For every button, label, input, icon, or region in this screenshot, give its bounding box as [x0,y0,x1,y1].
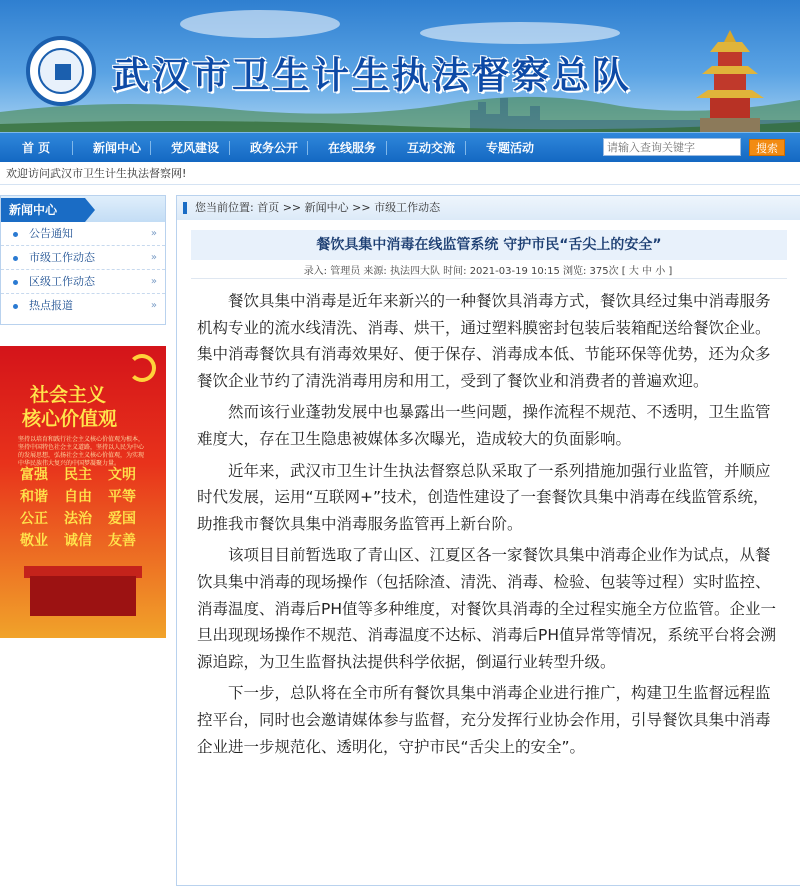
nav-item-online-service[interactable]: 在线服务 [328,141,377,155]
poster-value: 文明 [108,467,136,483]
poster-value: 敬业 [20,533,48,549]
nav-item-special-events[interactable]: 专题活动 [486,141,535,155]
breadcrumb-link-news[interactable]: 新闻中心 [304,201,349,214]
yellow-crane-tower-icon [690,30,770,132]
nav-divider [465,141,466,155]
poster-value: 友善 [108,533,136,549]
cloud-decoration [420,22,620,44]
sidebar-item-label: 公告通知 [29,227,73,240]
chevron-right-icon: » [150,252,157,263]
tiananmen-icon [30,576,136,616]
cloud-decoration [180,10,340,38]
poster-value: 法治 [64,511,92,527]
chevron-right-icon: » [150,300,157,311]
bullet-icon [13,232,18,237]
bullet-icon [13,304,18,309]
sidebar-item-label: 区级工作动态 [29,275,95,288]
nav-divider [150,141,151,155]
nav-item-interaction[interactable]: 互动交流 [407,141,456,155]
breadcrumb-separator: >> [352,201,371,214]
sidebar-item-district-news[interactable] [1,270,165,294]
nav-divider [307,141,308,155]
party-emblem-icon [128,354,156,382]
bullet-icon [13,280,18,285]
article-body [197,288,781,765]
header-banner [0,0,800,132]
poster-value: 自由 [64,489,92,505]
sidebar-header [1,196,165,222]
breadcrumb-marker-icon [183,202,187,214]
breadcrumb-prefix: 您当前位置: [195,201,254,214]
article-paragraph: 餐饮具集中消毒是近年来新兴的一种餐饮具消毒方式，餐饮具经过集中消毒服务机构专业的流水线清洗、消毒、烘干，通过塑料膜密封包装后装箱配送给餐饮企业。集中消毒餐饮具有消毒效果好、便于保存、消毒成本低、节能环保等优势，还为众多餐饮企业节约了清洗消毒用房和用工，受到了餐饮业和消费者的普遍欢迎。 [197,292,771,390]
poster-value: 和谐 [20,489,48,505]
article-paragraph: 近年来，武汉市卫生计生执法督察总队采取了一系列措施加强行业监管，并顺应时代发展，运用“互联网+”技术，创造性建设了一套餐饮具集中消毒在线监管系统，助推我市餐饮具集中消毒服务监管再上新台阶。 [197,461,771,533]
bullet-icon [13,256,18,261]
poster-fine-print: 坚持以培育和践行社会主义核心价值观为根本，坚持中国特色社会主义道路，坚持以人民为中心的发展思想，弘扬社会主义核心价值观，为实现中华民族伟大复兴的中国梦凝聚力量。 [18,436,145,467]
breadcrumb-separator: >> [282,201,302,214]
poster-value: 诚信 [64,533,92,549]
article-title: 餐饮具集中消毒在线监管系统 守护市民“舌尖上的安全” [191,230,787,260]
article-paragraph: 然而该行业蓬勃发展中也暴露出一些问题，操作流程不规范、不透明，卫生监管难度大，存在卫生隐患被媒体多次曝光，造成较大的负面影响。 [197,403,771,448]
article-panel [176,195,800,886]
poster-value: 爱国 [108,511,136,527]
sidebar-item-city-news[interactable] [1,246,165,270]
nav-divider [72,141,73,155]
article-paragraph: 下一步，总队将在全市所有餐饮具集中消毒企业进行推广，构建卫生监督远程监控平台，同时也会邀请媒体参与监督，充分发挥行业协会作用，引导餐饮具集中消毒企业进一步规范化、透明化，守护市民“舌尖上的安全”。 [197,684,771,756]
poster-value: 富强 [20,467,48,483]
nav-divider [386,141,387,155]
sidebar-heading: 新闻中心 [1,198,85,222]
breadcrumb-link-home[interactable]: 首页 [257,201,280,214]
poster-value: 民主 [64,467,92,483]
nav-item-party[interactable]: 党风建设 [171,141,220,155]
chevron-right-icon: » [150,276,157,287]
article-meta: 录入: 管理员 来源: 执法四大队 时间: 2021-03-19 10:15 浏览: 375次 [ 大 中 小 ] [303,266,673,277]
site-title: 武汉市卫生计生执法督察总队 [112,53,632,97]
poster-title-line1: 社会主义 [30,384,107,406]
welcome-marquee: 欢迎访问武汉市卫生计生执法督察网! [0,163,800,185]
sidebar-news-center [0,195,166,325]
nav-item-news[interactable]: 新闻中心 [93,141,142,155]
article-paragraph: 该项目目前暂选取了青山区、江夏区各一家餐饮具集中消毒企业作为试点，从餐饮具集中消毒的现场操作（包括除渣、清洗、消毒、检验、包装等过程）实时监控、消毒温度、消毒后PH值等多种维度，对餐饮具消毒的全过程实施全方位监管。企业一旦出现现场操作不规范、消毒温度不达标、消毒后PH值异常等情况，系统平台将会溯源追踪，为卫生监督执法提供科学依据，倒逼行业转型升级。 [197,546,777,671]
poster-value: 平等 [108,489,136,505]
sidebar-item-label: 市级工作动态 [29,251,95,264]
nav-item-home[interactable]: 首 页 [22,141,51,155]
core-values-poster[interactable] [0,346,166,638]
search-input[interactable] [603,138,741,156]
search-button[interactable]: 搜索 [749,139,785,156]
nav-divider [229,141,230,155]
sidebar-item-hot-reports[interactable] [1,294,165,318]
divider [191,278,787,279]
poster-title-line2: 核心价值观 [22,408,118,430]
site-logo[interactable] [26,36,96,106]
poster-value: 公正 [20,511,48,527]
nav-item-gov-affairs[interactable]: 政务公开 [250,141,299,155]
breadcrumb [177,196,800,220]
breadcrumb-link-city-news[interactable]: 市级工作动态 [374,201,441,214]
sidebar-item-label: 热点报道 [29,299,73,312]
sidebar-item-notices[interactable] [1,222,165,246]
chevron-right-icon: » [150,228,157,239]
